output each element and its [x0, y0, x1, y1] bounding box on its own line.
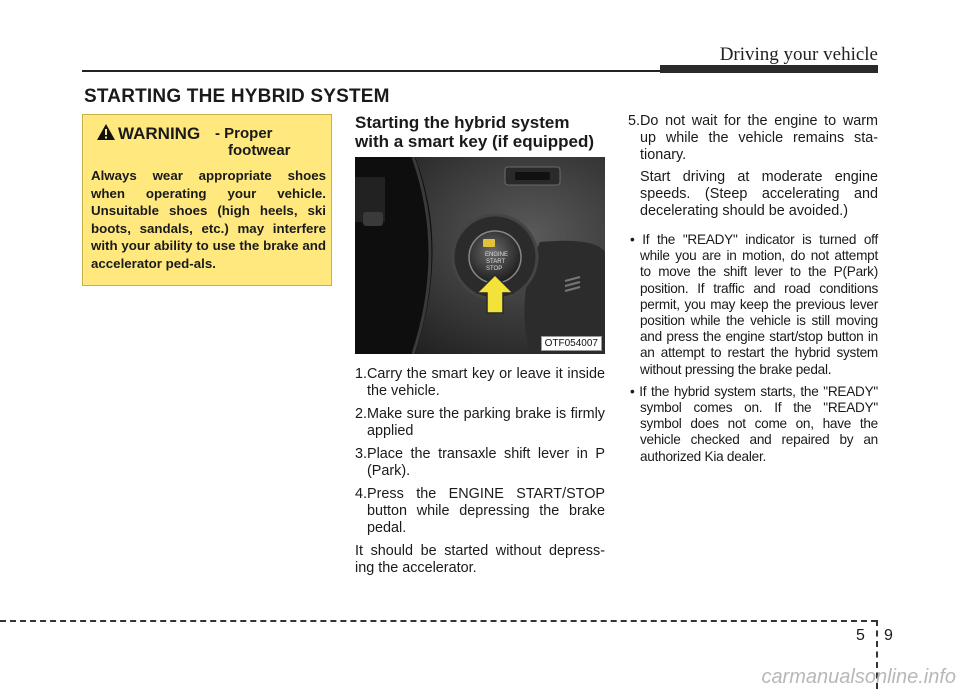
subsection-heading-line1: Starting the hybrid system: [355, 113, 570, 132]
step-item: 3.Place the transaxle shift lever in P (Park).: [355, 446, 605, 479]
button-text-stop: STOP: [486, 266, 503, 272]
warning-box: [82, 114, 332, 286]
header-tab-bar: [660, 65, 878, 73]
steering-wheel-photo: [355, 157, 605, 354]
section-title: STARTING THE HYBRID SYSTEM: [84, 86, 390, 107]
subsection-heading: [355, 113, 615, 151]
bullet-item: • If the hybrid system starts, the "READY" symbol comes on. If the "READY" symbol does not come on, have the vehicle checked and repaired by an authorized Kia dealer.: [630, 383, 878, 464]
button-text-engine: ENGINE: [485, 252, 509, 258]
step-list: [355, 366, 605, 577]
page-section-number: 5: [856, 627, 865, 644]
warning-subtitle: [215, 125, 325, 159]
watermark: carmanualsonline.info: [761, 666, 956, 688]
warning-subtitle-line2: footwear: [228, 142, 291, 159]
warning-triangle-icon: [96, 123, 116, 141]
step-item: 1.Carry the smart key or leave it inside the vehicle.: [355, 366, 605, 399]
engine-start-button-illustration: [355, 157, 605, 354]
bullet-text: If the hybrid system starts, the "READY" symbol comes on. If the "READY" symbol does not come on, have the vehicle checked and repaired by an authorized Kia dealer.: [639, 383, 878, 464]
warning-label: WARNING: [118, 124, 201, 143]
running-header: Driving your vehicle: [719, 44, 878, 65]
button-text-start: START: [486, 259, 506, 265]
footer-divider: [0, 620, 877, 622]
page-number: 9: [884, 627, 893, 644]
warning-body: Always wear appropriate shoes when operating your vehicle. Unsuitable shoes (high heels, ski boots, sandals, etc.) may interfere with your ability to use the brake and accelerator ped-als.: [91, 168, 326, 271]
step-item: 5.Do not wait for the engine to warm up while the vehicle remains sta-tionary.: [628, 113, 878, 163]
right-column: [628, 113, 878, 471]
step-note: It should be started without depress-ing the accelerator.: [355, 543, 605, 576]
photo-caption: OTF054007: [541, 336, 602, 351]
step-paragraph: Start driving at moderate engine speeds. (Steep accelerating and decelerating should be avoided.): [640, 169, 878, 219]
subsection-heading-line2: with a smart key (if equipped): [355, 132, 594, 151]
bullet-text: If the "READY" indicator is turned off while you are in motion, do not attempt to move the shift lever to the P(Park) position. If traffic and road conditions permit, you may keep the previous lever position while the vehicle is still moving and press the engine start/stop button in an attempt to restart the hybrid system without pressing the brake pedal.: [640, 232, 878, 377]
bullet-list: [628, 232, 878, 465]
step-item: 4.Press the ENGINE START/STOP button while depressing the brake pedal.: [355, 486, 605, 536]
warning-subtitle-line1: - Proper: [215, 125, 273, 142]
step-item: 2.Make sure the parking brake is firmly applied: [355, 406, 605, 439]
bullet-item: • If the "READY" indicator is turned off while you are in motion, do not attempt to move the shift lever to the P(Park) position. If traffic and road conditions permit, you may keep the previous lever position while the vehicle is still moving and press the engine start/stop button in an attempt to restart the hybrid system without pressing the brake pedal.: [630, 232, 878, 377]
